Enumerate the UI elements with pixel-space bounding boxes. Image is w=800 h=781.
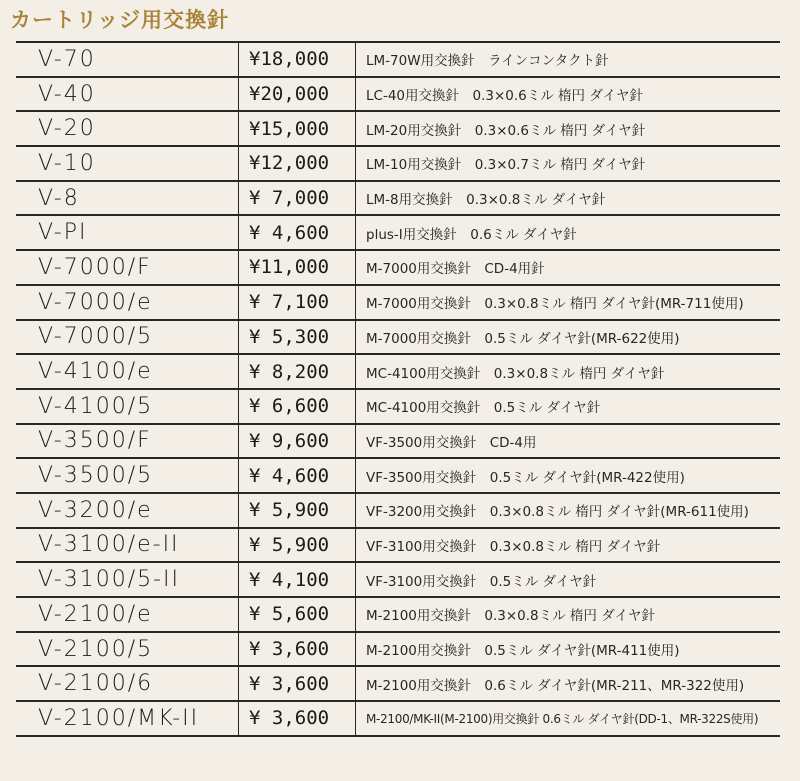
- model-cell: V-20: [16, 111, 239, 146]
- price-cell: ¥ 6,600: [239, 389, 356, 424]
- price-cell: ¥11,000: [239, 250, 356, 285]
- model-cell: V-3100/e-II: [16, 528, 239, 563]
- model-cell: V-3500/F: [16, 424, 239, 459]
- model-cell: V-10: [16, 146, 239, 181]
- model-cell: V-2100/6: [16, 666, 239, 701]
- price-cell: ¥20,000: [239, 77, 356, 112]
- table-row: [16, 320, 780, 355]
- description-cell: LM-8用交換針 0.3×0.8ミル ダイヤ針: [356, 181, 781, 216]
- price-cell: ¥ 3,600: [239, 666, 356, 701]
- model-cell: V-4100/e: [16, 354, 239, 389]
- table-row: [16, 215, 780, 250]
- table-row: [16, 666, 780, 701]
- description-cell: VF-3500用交換針 CD-4用: [356, 424, 781, 459]
- price-cell: ¥ 4,100: [239, 562, 356, 597]
- price-cell: ¥ 7,100: [239, 285, 356, 320]
- description-cell: VF-3200用交換針 0.3×0.8ミル 楕円 ダイヤ針(MR-611使用): [356, 493, 781, 528]
- table-row: [16, 285, 780, 320]
- model-cell: V-3200/e: [16, 493, 239, 528]
- description-cell: LM-70W用交換針 ラインコンタクト針: [356, 42, 781, 77]
- description-cell: LM-10用交換針 0.3×0.7ミル 楕円 ダイヤ針: [356, 146, 781, 181]
- model-cell: V-40: [16, 77, 239, 112]
- price-cell: ¥18,000: [239, 42, 356, 77]
- model-cell: V-7000/F: [16, 250, 239, 285]
- table-row: [16, 528, 780, 563]
- model-cell: V-7000/e: [16, 285, 239, 320]
- table-row: [16, 389, 780, 424]
- description-cell: VF-3500用交換針 0.5ミル ダイヤ針(MR-422使用): [356, 458, 781, 493]
- description-cell: M-7000用交換針 CD-4用針: [356, 250, 781, 285]
- price-cell: ¥12,000: [239, 146, 356, 181]
- description-cell: LC-40用交換針 0.3×0.6ミル 楕円 ダイヤ針: [356, 77, 781, 112]
- price-cell: ¥ 8,200: [239, 354, 356, 389]
- table-row: [16, 181, 780, 216]
- table-row: [16, 42, 780, 77]
- table-row: [16, 77, 780, 112]
- table-row: [16, 597, 780, 632]
- price-cell: ¥ 4,600: [239, 215, 356, 250]
- model-cell: V-7000/5: [16, 320, 239, 355]
- table-row: [16, 701, 780, 736]
- price-cell: ¥ 4,600: [239, 458, 356, 493]
- price-cell: ¥ 5,900: [239, 528, 356, 563]
- description-cell: MC-4100用交換針 0.3×0.8ミル 楕円 ダイヤ針: [356, 354, 781, 389]
- table-row: [16, 493, 780, 528]
- description-cell: MC-4100用交換針 0.5ミル ダイヤ針: [356, 389, 781, 424]
- description-cell: plus-I用交換針 0.6ミル ダイヤ針: [356, 215, 781, 250]
- price-cell: ¥ 5,900: [239, 493, 356, 528]
- description-cell: VF-3100用交換針 0.5ミル ダイヤ針: [356, 562, 781, 597]
- price-cell: ¥ 9,600: [239, 424, 356, 459]
- description-cell: M-7000用交換針 0.3×0.8ミル 楕円 ダイヤ針(MR-711使用): [356, 285, 781, 320]
- table-row: [16, 632, 780, 667]
- model-cell: V-3500/5: [16, 458, 239, 493]
- price-cell: ¥15,000: [239, 111, 356, 146]
- model-cell: V-3100/5-II: [16, 562, 239, 597]
- description-cell: VF-3100用交換針 0.3×0.8ミル 楕円 ダイヤ針: [356, 528, 781, 563]
- model-cell: V-2100/5: [16, 632, 239, 667]
- table-row: [16, 458, 780, 493]
- price-table: [16, 41, 780, 737]
- model-cell: V-4100/5: [16, 389, 239, 424]
- page-title: カートリッジ用交換針: [10, 8, 230, 32]
- model-cell: V-PI: [16, 215, 239, 250]
- model-cell: V-70: [16, 42, 239, 77]
- table-row: [16, 424, 780, 459]
- table-row: [16, 354, 780, 389]
- table-row: [16, 562, 780, 597]
- price-cell: ¥ 3,600: [239, 701, 356, 736]
- description-cell: M-2100用交換針 0.6ミル ダイヤ針(MR-211、MR-322使用): [356, 666, 781, 701]
- description-cell: M-2100用交換針 0.3×0.8ミル 楕円 ダイヤ針: [356, 597, 781, 632]
- description-cell: LM-20用交換針 0.3×0.6ミル 楕円 ダイヤ針: [356, 111, 781, 146]
- table-row: [16, 250, 780, 285]
- model-cell: V-2100/e: [16, 597, 239, 632]
- price-cell: ¥ 5,600: [239, 597, 356, 632]
- price-cell: ¥ 5,300: [239, 320, 356, 355]
- price-cell: ¥ 7,000: [239, 181, 356, 216]
- model-cell: V-8: [16, 181, 239, 216]
- table-row: [16, 111, 780, 146]
- description-cell: M-2100/MK-II(M-2100)用交換針 0.6ミル ダイヤ針(DD-1、MR-322S使用): [356, 701, 781, 736]
- model-cell: V-2100/MK-II: [16, 701, 239, 736]
- description-cell: M-2100用交換針 0.5ミル ダイヤ針(MR-411使用): [356, 632, 781, 667]
- price-cell: ¥ 3,600: [239, 632, 356, 667]
- description-cell: M-7000用交換針 0.5ミル ダイヤ針(MR-622使用): [356, 320, 781, 355]
- table-row: [16, 146, 780, 181]
